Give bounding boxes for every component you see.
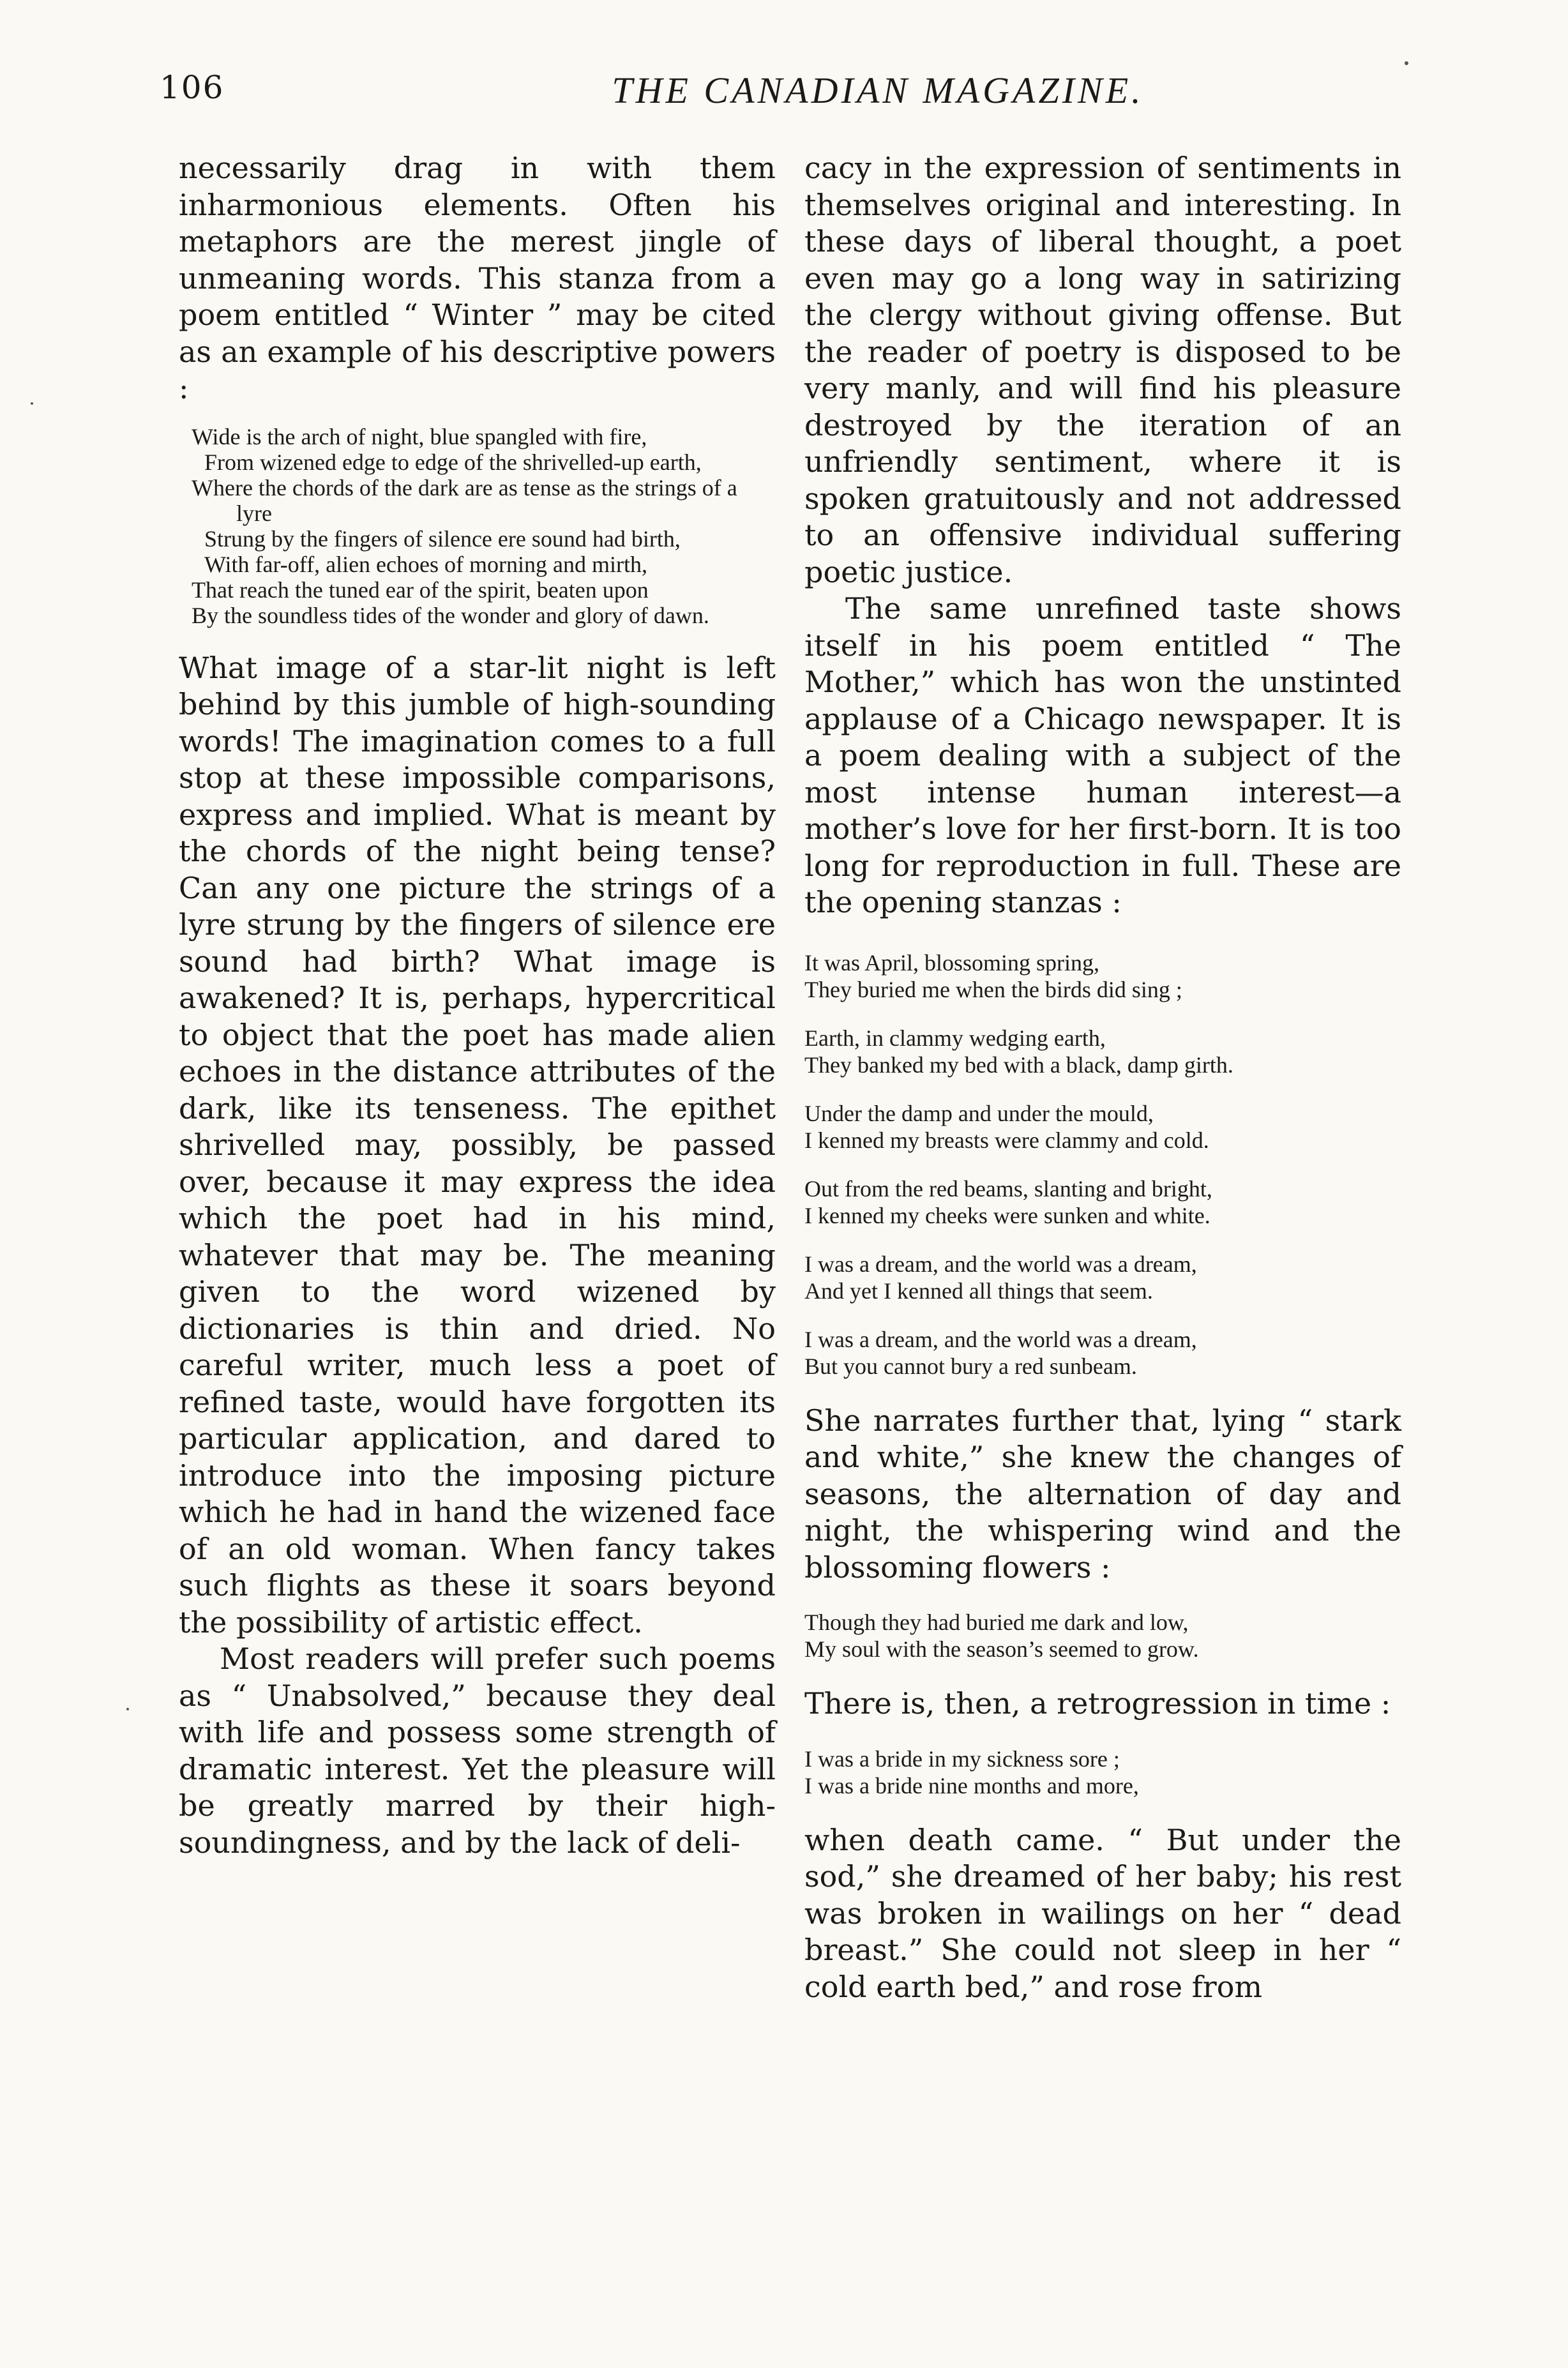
stanza	[804, 1100, 1401, 1154]
page-number: 106	[160, 69, 225, 106]
right-paragraph-3: She narrates further that, lying “ stark and white,” she knew the changes of seasons, the alternation of day and night, the whispering wind and the blossoming flowers :	[804, 1403, 1401, 1585]
poem-winter	[179, 424, 776, 628]
left-paragraph-1: necessarily drag in with them inharmonious elements. Often his metaphors are the merest jingle of unmeaning words. This stanza from a poem entitled “ Winter ” may be cited as an example of his descriptive powers :	[179, 151, 776, 405]
poem-line: Though they had buried me dark and low,	[804, 1610, 1189, 1635]
stanza	[804, 1175, 1401, 1229]
poem-line: Under the damp and under the mould,	[804, 1100, 1154, 1126]
stanza	[804, 949, 1401, 1003]
poem-line: With far-off, alien echoes of morning and mirth,	[204, 551, 647, 577]
poem-line: Strung by the fingers of silence ere sound had birth,	[204, 525, 681, 552]
page-header	[160, 69, 1405, 126]
print-speck	[31, 402, 33, 405]
stanza	[804, 1326, 1401, 1380]
poem-line: Out from the red beams, slanting and bright,	[804, 1175, 1212, 1202]
poem-line: I was a bride nine months and more,	[804, 1772, 1139, 1799]
poem-line: I was a dream, and the world was a dream,	[804, 1326, 1197, 1352]
print-speck	[126, 1708, 129, 1710]
poem-line: And yet I kenned all things that seem.	[804, 1278, 1153, 1304]
poem-line: By the soundless tides of the wonder and glory of dawn.	[192, 602, 709, 628]
poem-line: They banked my bed with a black, damp girth.	[804, 1052, 1233, 1078]
poem-line: Where the chords of the dark are as tense as the strings of a lyre	[192, 474, 737, 526]
poem-the-mother	[804, 949, 1401, 1380]
left-paragraph-3: Most readers will prefer such poems as “ Unabsolved,” because they deal with life and possess some strength of dramatic interest. Yet the pleasure will be greatly marred by their high-soundingness, and by the lack of deli-	[179, 1641, 776, 1860]
poem-line: It was April, blossoming spring,	[804, 949, 1100, 976]
poem-line: They buried me when the birds did sing ;	[804, 976, 1182, 1002]
right-paragraph-1: cacy in the expression of sentiments in themselves original and interesting. In these days of liberal thought, a poet even may go a long way in satirizing the clergy without giving offense. But the reader of poetry is disposed to be very manly, and will find his pleasure destroyed by the iteration of an unfriendly sentiment, where it is spoken gratuitously and not addressed to an offensive individual suffering poetic justice.	[804, 151, 1401, 589]
stanza	[804, 1251, 1401, 1304]
poem-line: My soul with the season’s seemed to grow.	[804, 1636, 1199, 1662]
poem-excerpt-bride	[804, 1746, 1401, 1799]
left-column	[179, 150, 776, 1861]
poem-line: But you cannot bury a red sunbeam.	[804, 1353, 1137, 1379]
poem-line: From wizened edge to edge of the shrivelled-up earth,	[204, 449, 702, 475]
poem-line: That reach the tuned ear of the spirit, beaten upon	[192, 577, 649, 603]
left-paragraph-2: What image of a star-lit night is left behind by this jumble of high-sounding words! The imagination comes to a full stop at these impossible comparisons, express and implied. What is meant by the chords of the night being tense? Can any one picture the strings of a lyre strung by the fingers of silence ere sound had birth? What image is awakened? It is, perhaps, hypercritical to object that the poet has made alien echoes in the distance attributes of the dark, like its tenseness. The epithet shrivelled may, possibly, be passed over, because it may express the idea which the poet had in his mind, whatever that may be. The meaning given to the word wizened by dictionaries is thin and dried. No careful writer, much less a poet of refined taste, would have forgotten its particular application, and dared to introduce into the imposing picture which he had in hand the wizened face of an old woman. When fancy takes such flights as these it soars beyond the possibility of artistic effect.	[179, 650, 776, 1640]
right-column	[804, 150, 1401, 2005]
poem-line: I was a bride in my sickness sore ;	[804, 1746, 1120, 1772]
right-paragraph-2: The same unrefined taste shows itself in his poem entitled “ The Mother,” which has won the unstinted applause of a Chicago newspaper. It is a poem dealing with a subject of the most intense human interest—a mother’s love for her first-born. It is too long for reproduction in full. These are the opening stanzas :	[804, 591, 1401, 919]
poem-line: Wide is the arch of night, blue spangled with fire,	[192, 423, 647, 449]
running-title: THE CANADIAN MAGAZINE.	[612, 70, 1144, 111]
print-speck	[1405, 61, 1408, 65]
right-paragraph-5: when death came. “ But under the sod,” she dreamed of her baby; his rest was broken in wailings on her “ dead breast.” She could not sleep in her “ cold earth bed,” and rose from	[804, 1822, 1401, 2004]
poem-line: I kenned my cheeks were sunken and white.	[804, 1202, 1210, 1228]
right-paragraph-4: There is, then, a retrogression in time :	[804, 1686, 1391, 1721]
poem-line: Earth, in clammy wedging earth,	[804, 1025, 1106, 1051]
poem-line: I was a dream, and the world was a dream,	[804, 1251, 1197, 1277]
poem-line: I kenned my breasts were clammy and cold.	[804, 1127, 1209, 1153]
poem-excerpt-seasons	[804, 1609, 1401, 1663]
stanza	[804, 1025, 1401, 1078]
